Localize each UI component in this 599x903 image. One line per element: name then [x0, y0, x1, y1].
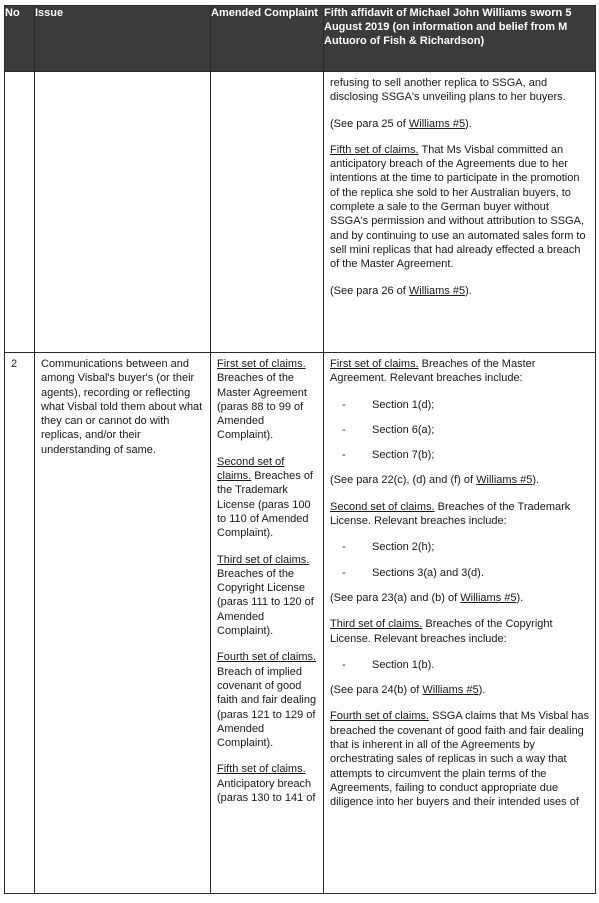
williams-5-link[interactable]: Williams #5 — [422, 684, 479, 697]
williams-5-link[interactable]: Williams #5 — [408, 117, 466, 130]
list-item: - Section 1(b). — [342, 658, 435, 671]
amended-claim-2: Second set of claims. Breaches of the Trademark License (paras 100 to 110 of Amended Complaint). — [217, 455, 313, 540]
row1-continued-text: refusing to sell another replica to SSGA, and disclosing SSGA's unveiling plans to her buyers. — [330, 77, 566, 104]
row2-affidavit-cell — [324, 353, 596, 894]
row2-amended-cell — [211, 353, 324, 894]
header-no: No — [5, 6, 35, 72]
table-row — [5, 353, 596, 894]
aff-first-set: First set of claims. Breaches of the Master Agreement. Relevant breaches include: — [330, 358, 536, 385]
fifth-set-heading: Fifth set of claims. — [330, 143, 419, 156]
row1-amended-cell — [211, 72, 324, 353]
row1-see-para-25: (See para 25 of Williams #5). — [330, 117, 472, 130]
list-item: - Sections 3(a) and 3(d). — [342, 566, 484, 579]
header-affidavit: Fifth affidavit of Michael John Williams sworn 5 August 2019 (on information and belief from M Autuoro of Fish & Richardson) — [324, 6, 596, 72]
amended-claim-1: First set of claims. Breaches of the Master Agreement (paras 88 to 99 of Amended Complaint). — [217, 358, 307, 442]
row-number: 2 — [11, 358, 18, 370]
aff-second-set: Second set of claims. Breaches of the Trademark License. Relevant breaches include: — [330, 500, 571, 528]
issue-text: Communications between and among Visbal's buyer's (or their agents), recording or reflecting what Visbal told them about what they can or cannot do with replicas, and/or their understanding of same. — [41, 358, 203, 456]
amended-claim-5: Fifth set of claims. Anticipatory breach (paras 130 to 141 of — [217, 763, 316, 805]
williams-5-link[interactable]: Williams #5 — [408, 284, 466, 297]
row1-no-cell — [5, 72, 35, 353]
header-issue: Issue — [35, 6, 211, 72]
amended-claim-3: Third set of claims. Breaches of the Copyright License (paras 111 to 120 of Amended Complaint). — [217, 553, 314, 638]
williams-5-link[interactable]: Williams #5 — [460, 591, 517, 604]
row1-fifth-set: Fifth set of claims. That Ms Visbal committed an anticipatory breach of the Agreements due to her intentions at the time to participate in the promotion of the replica she sold to her Australian buyers, to complete a sale to the German buyer without SSGA's permission and without attribution to SSGA, and by continuing to use an automated sales form to sell mini replicas that had already effected a breach of the Master Agreement. — [330, 143, 586, 271]
aff-see-para-24: (See para 24(b) of Williams #5). — [330, 684, 486, 697]
row2-no-cell — [5, 353, 35, 894]
amended-claim-4: Fourth set of claims. Breach of implied covenant of good faith and fair dealing (paras 121 to 129 of Amended Complaint). — [217, 651, 317, 750]
aff-fourth-set: Fourth set of claims. SSGA claims that Ms Visbal has breached the covenant of good faith and fair dealing that is inherent in all of the Agreements by orchestrating sales of replicas in such a way that attempts to circumvent the plain terms of the Agreements, failing to conduct appropriate due diligence into her buyers and their intended uses of — [330, 710, 590, 809]
list-item: - Section 6(a); — [342, 423, 435, 436]
row1-affidavit-cell — [324, 72, 596, 353]
row1-issue-cell — [35, 72, 211, 353]
row2-issue-cell — [35, 353, 211, 894]
row1-see-para-26: (See para 26 of Williams #5). — [330, 284, 472, 297]
header-row — [5, 6, 596, 72]
table-row — [5, 72, 596, 353]
list-item: - Section 2(h); — [342, 541, 435, 554]
issues-table — [4, 5, 596, 894]
aff-see-para-22: (See para 22(c), (d) and (f) of Williams #5). — [330, 474, 540, 487]
aff-third-set: Third set of claims. Breaches of the Copyright License. Relevant breaches include: — [330, 618, 553, 645]
header-amended-complaint: Amended Complaint — [211, 6, 324, 72]
aff-see-para-23: (See para 23(a) and (b) of Williams #5). — [330, 591, 524, 604]
list-item: - Section 1(d); — [342, 398, 435, 411]
williams-5-link[interactable]: Williams #5 — [476, 474, 533, 487]
list-item: - Section 7(b); — [342, 449, 435, 462]
